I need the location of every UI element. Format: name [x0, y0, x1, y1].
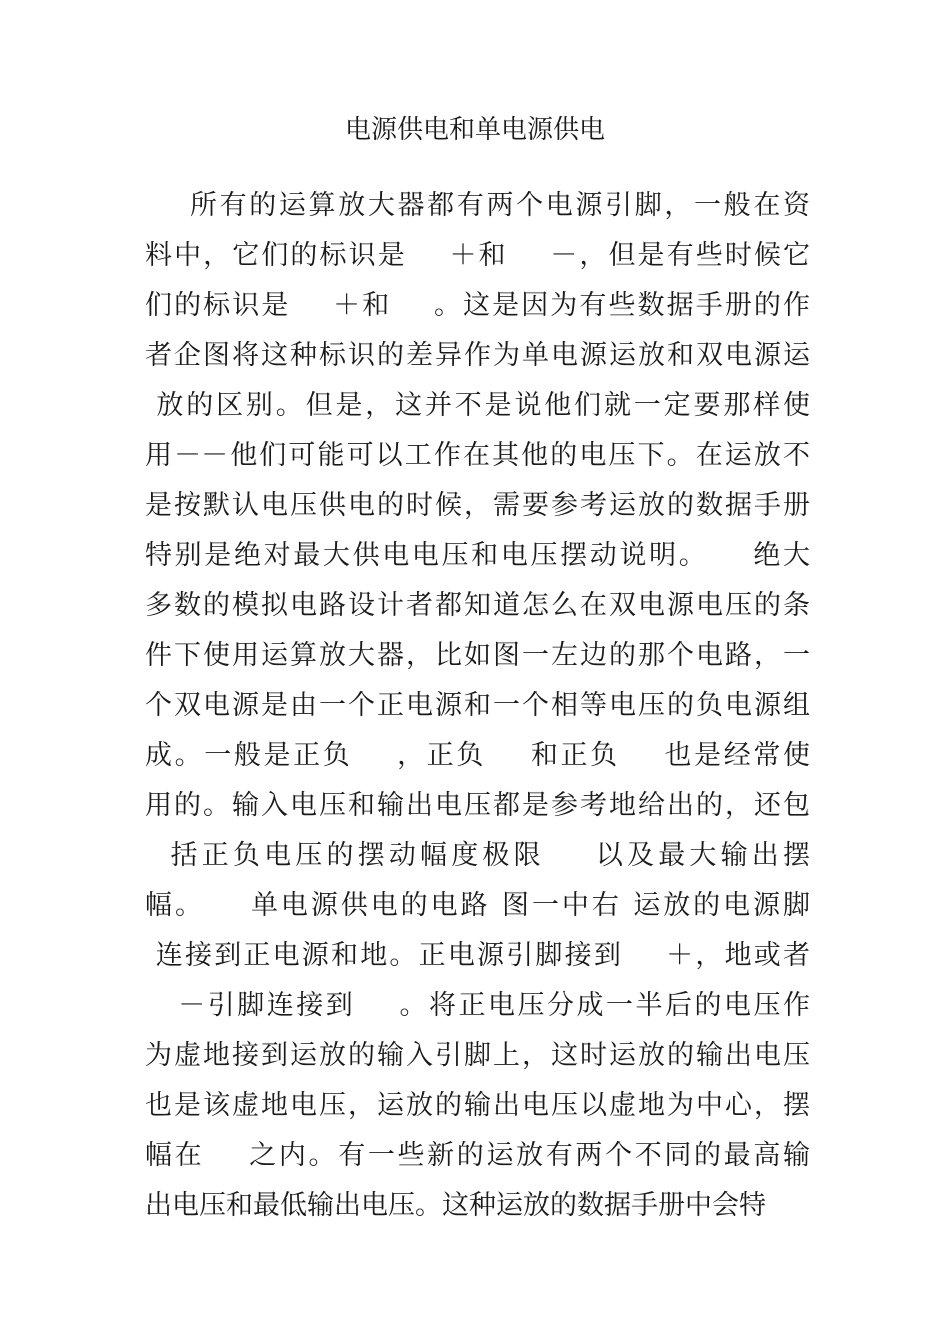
text-line: 特别是绝对最大供电电压和电压摆动说明。 绝大 — [145, 540, 810, 571]
text-line: 用－－他们可能可以工作在其他的电压下。在运放不 — [145, 440, 810, 471]
text-line: 括正负电压的摆动幅度极限 以及最大输出摆 — [145, 840, 810, 871]
text-line: 成。一般是正负 ，正负 和正负 也是经常使 — [145, 740, 810, 771]
text-line: 多数的模拟电路设计者都知道怎么在双电源电压的条 — [145, 590, 810, 621]
document-body — [145, 181, 810, 1231]
text-line: 幅。 单电源供电的电路 图一中右 运放的电源脚 — [145, 890, 810, 921]
text-line: 放的区别。但是，这并不是说他们就一定要那样使 — [145, 390, 810, 421]
text-line: 者企图将这种标识的差异作为单电源运放和双电源运 — [145, 340, 810, 371]
text-line: 也是该虚地电压，运放的输出电压以虚地为中心，摆 — [145, 1090, 810, 1121]
text-line: 出电压和最低输出电压。这种运放的数据手册中会特 — [145, 1190, 766, 1221]
text-line: 所有的运算放大器都有两个电源引脚，一般在资 — [145, 190, 810, 221]
text-line: 料中，它们的标识是 ＋和 －，但是有些时候它 — [145, 240, 810, 271]
text-line: 件下使用运算放大器，比如图一左边的那个电路，一 — [145, 640, 810, 671]
text-line: 是按默认电压供电的时候，需要参考运放的数据手册 — [145, 490, 810, 521]
text-line: 幅在 之内。有一些新的运放有两个不同的最高输 — [145, 1140, 810, 1171]
text-line: 用的。输入电压和输出电压都是参考地给出的，还包 — [145, 790, 810, 821]
text-line: 连接到正电源和地。正电源引脚接到 ＋，地或者 — [145, 940, 810, 971]
text-line: 个双电源是由一个正电源和一个相等电压的负电源组 — [145, 690, 810, 721]
text-line: －引脚连接到 。将正电压分成一半后的电压作 — [145, 990, 810, 1021]
text-line: 们的标识是 ＋和 。这是因为有些数据手册的作 — [145, 290, 810, 321]
text-line: 为虚地接到运放的输入引脚上，这时运放的输出电压 — [145, 1040, 810, 1071]
document-title: 电源供电和单电源供电 — [344, 115, 605, 145]
